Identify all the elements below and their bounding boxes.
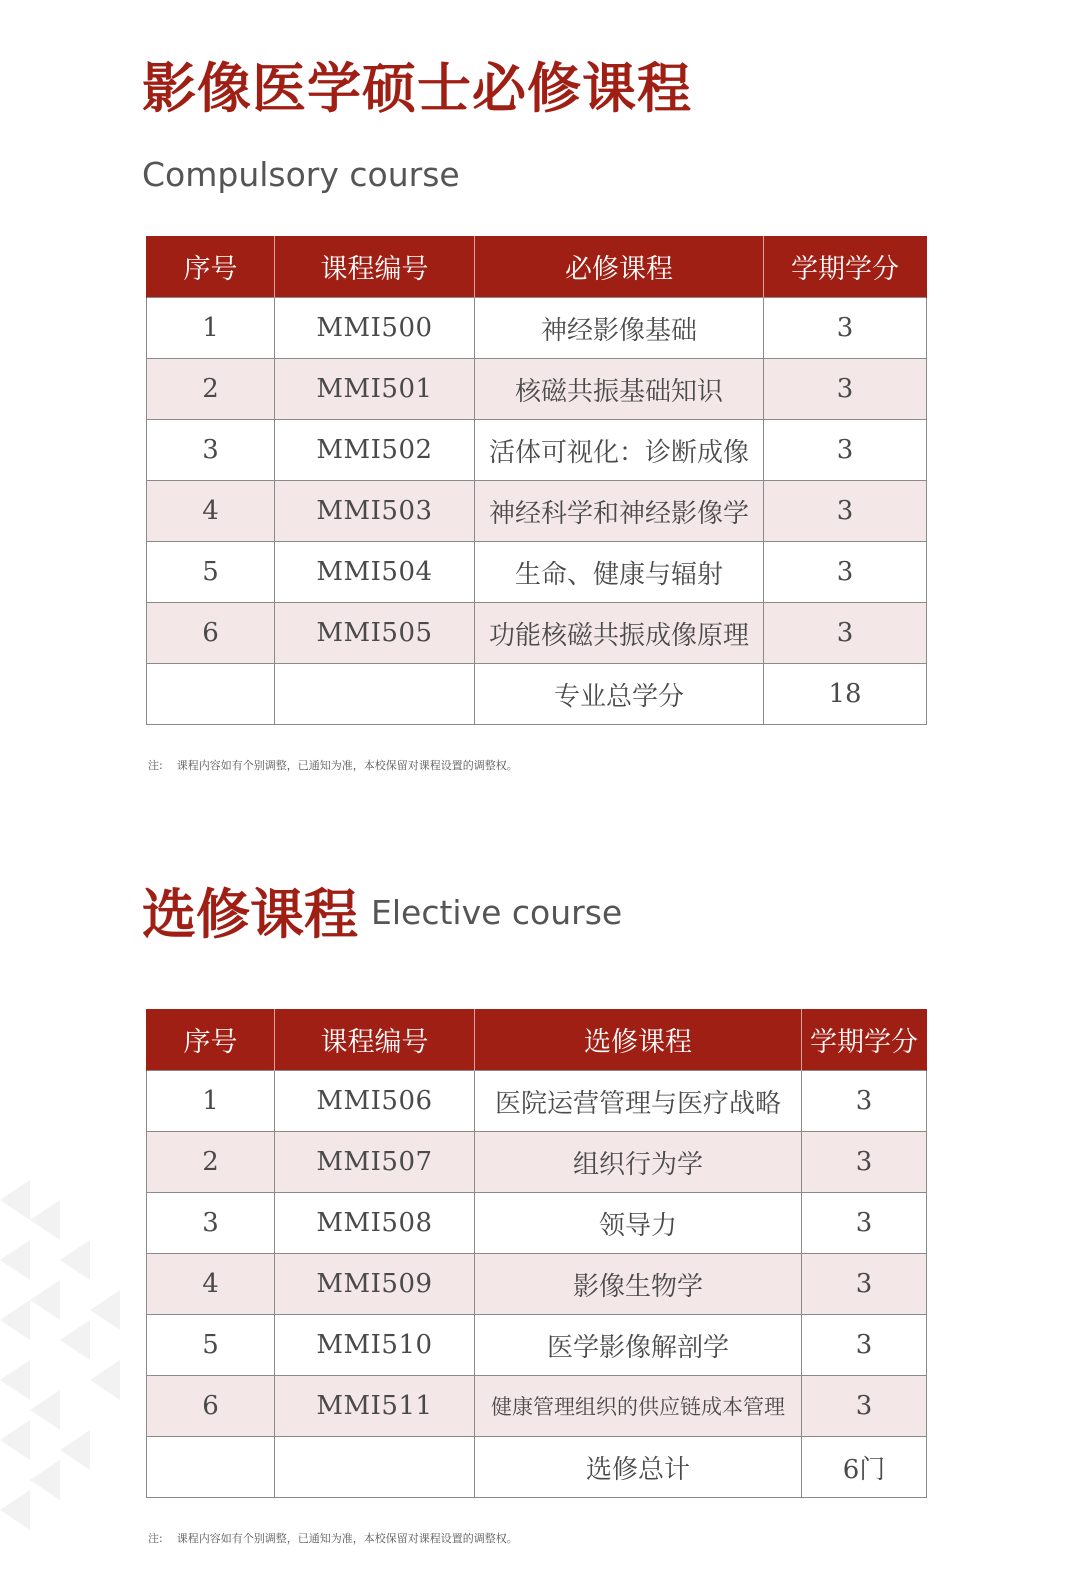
cell-course-name: 核磁共振基础知识	[475, 359, 764, 420]
cell-credits: 3	[802, 1193, 927, 1254]
cell-index: 6	[147, 1376, 275, 1437]
cell-course-name: 组织行为学	[475, 1132, 802, 1193]
table-row	[147, 1132, 927, 1193]
table-row	[147, 1376, 927, 1437]
table-row	[147, 481, 927, 542]
cell-index: 2	[147, 359, 275, 420]
table-row	[147, 298, 927, 359]
cell-credits: 3	[802, 1071, 927, 1132]
compulsory-title: 影像医学硕士必修课程	[142, 56, 692, 120]
cell-course-code	[275, 1437, 475, 1498]
cell-course-name: 神经科学和神经影像学	[475, 481, 764, 542]
cell-course-name: 健康管理组织的供应链成本管理	[475, 1376, 802, 1437]
cell-credits: 3	[764, 481, 927, 542]
total-value: 6门	[802, 1437, 927, 1498]
footnote-label: 注:	[148, 1532, 163, 1545]
cell-index: 5	[147, 542, 275, 603]
footnote-text: 课程内容如有个别调整，已通知为准，本校保留对课程设置的调整权。	[176, 759, 518, 772]
cell-credits: 3	[802, 1132, 927, 1193]
table-row	[147, 1315, 927, 1376]
header-course-code: 课程编号	[275, 1009, 475, 1071]
cell-course-name: 影像生物学	[475, 1254, 802, 1315]
cell-credits: 3	[764, 298, 927, 359]
elective-course-table	[146, 1009, 927, 1498]
total-credits-label: 专业总学分	[475, 664, 764, 725]
elective-title: 选修课程	[142, 882, 358, 946]
cell-course-code: MMI507	[275, 1132, 475, 1193]
cell-course-name: 功能核磁共振成像原理	[475, 603, 764, 664]
cell-index: 5	[147, 1315, 275, 1376]
cell-course-code: MMI502	[275, 420, 475, 481]
cell-index: 2	[147, 1132, 275, 1193]
table-row	[147, 1254, 927, 1315]
header-index: 序号	[147, 236, 275, 298]
compulsory-subtitle: Compulsory course	[142, 155, 460, 194]
total-credits-value: 18	[764, 664, 927, 725]
cell-course-name: 领导力	[475, 1193, 802, 1254]
table-row	[147, 1193, 927, 1254]
footnote-text: 课程内容如有个别调整，已通知为准，本校保留对课程设置的调整权。	[176, 1532, 518, 1545]
cell-credits: 3	[764, 359, 927, 420]
cell-index: 4	[147, 481, 275, 542]
cell-course-code: MMI501	[275, 359, 475, 420]
table-total-row	[147, 664, 927, 725]
cell-course-name: 活体可视化：诊断成像	[475, 420, 764, 481]
cell-course-code: MMI510	[275, 1315, 475, 1376]
cell-course-code: MMI503	[275, 481, 475, 542]
table-row	[147, 420, 927, 481]
cell-index: 4	[147, 1254, 275, 1315]
cell-index: 3	[147, 1193, 275, 1254]
background-pattern	[0, 1180, 150, 1580]
cell-credits: 3	[764, 542, 927, 603]
cell-index: 1	[147, 1071, 275, 1132]
cell-course-code: MMI509	[275, 1254, 475, 1315]
cell-index	[147, 664, 275, 725]
table-row	[147, 542, 927, 603]
cell-index: 6	[147, 603, 275, 664]
table-row	[147, 359, 927, 420]
cell-course-name: 生命、健康与辐射	[475, 542, 764, 603]
cell-index	[147, 1437, 275, 1498]
compulsory-course-table	[146, 236, 927, 725]
cell-course-code: MMI506	[275, 1071, 475, 1132]
cell-course-name: 医院运营管理与医疗战略	[475, 1071, 802, 1132]
header-course-code: 课程编号	[275, 236, 475, 298]
table-header-row	[147, 236, 927, 298]
cell-course-code: MMI504	[275, 542, 475, 603]
elective-subtitle: Elective course	[371, 893, 623, 932]
table-header-row	[147, 1009, 927, 1071]
cell-index: 3	[147, 420, 275, 481]
table-total-row	[147, 1437, 927, 1498]
cell-index: 1	[147, 298, 275, 359]
cell-credits: 3	[764, 603, 927, 664]
cell-course-code: MMI505	[275, 603, 475, 664]
total-label: 选修总计	[475, 1437, 802, 1498]
header-course-name: 选修课程	[475, 1009, 802, 1071]
elective-footnote	[148, 1530, 518, 1546]
cell-course-code: MMI508	[275, 1193, 475, 1254]
table-row	[147, 603, 927, 664]
cell-course-name: 医学影像解剖学	[475, 1315, 802, 1376]
header-credits: 学期学分	[802, 1009, 927, 1071]
cell-course-code: MMI511	[275, 1376, 475, 1437]
header-credits: 学期学分	[764, 236, 927, 298]
cell-course-code	[275, 664, 475, 725]
header-index: 序号	[147, 1009, 275, 1071]
header-course-name: 必修课程	[475, 236, 764, 298]
cell-credits: 3	[802, 1254, 927, 1315]
cell-credits: 3	[764, 420, 927, 481]
cell-credits: 3	[802, 1315, 927, 1376]
table-row	[147, 1071, 927, 1132]
compulsory-footnote	[148, 757, 518, 773]
cell-course-name: 神经影像基础	[475, 298, 764, 359]
footnote-label: 注:	[148, 759, 163, 772]
cell-course-code: MMI500	[275, 298, 475, 359]
cell-credits: 3	[802, 1376, 927, 1437]
